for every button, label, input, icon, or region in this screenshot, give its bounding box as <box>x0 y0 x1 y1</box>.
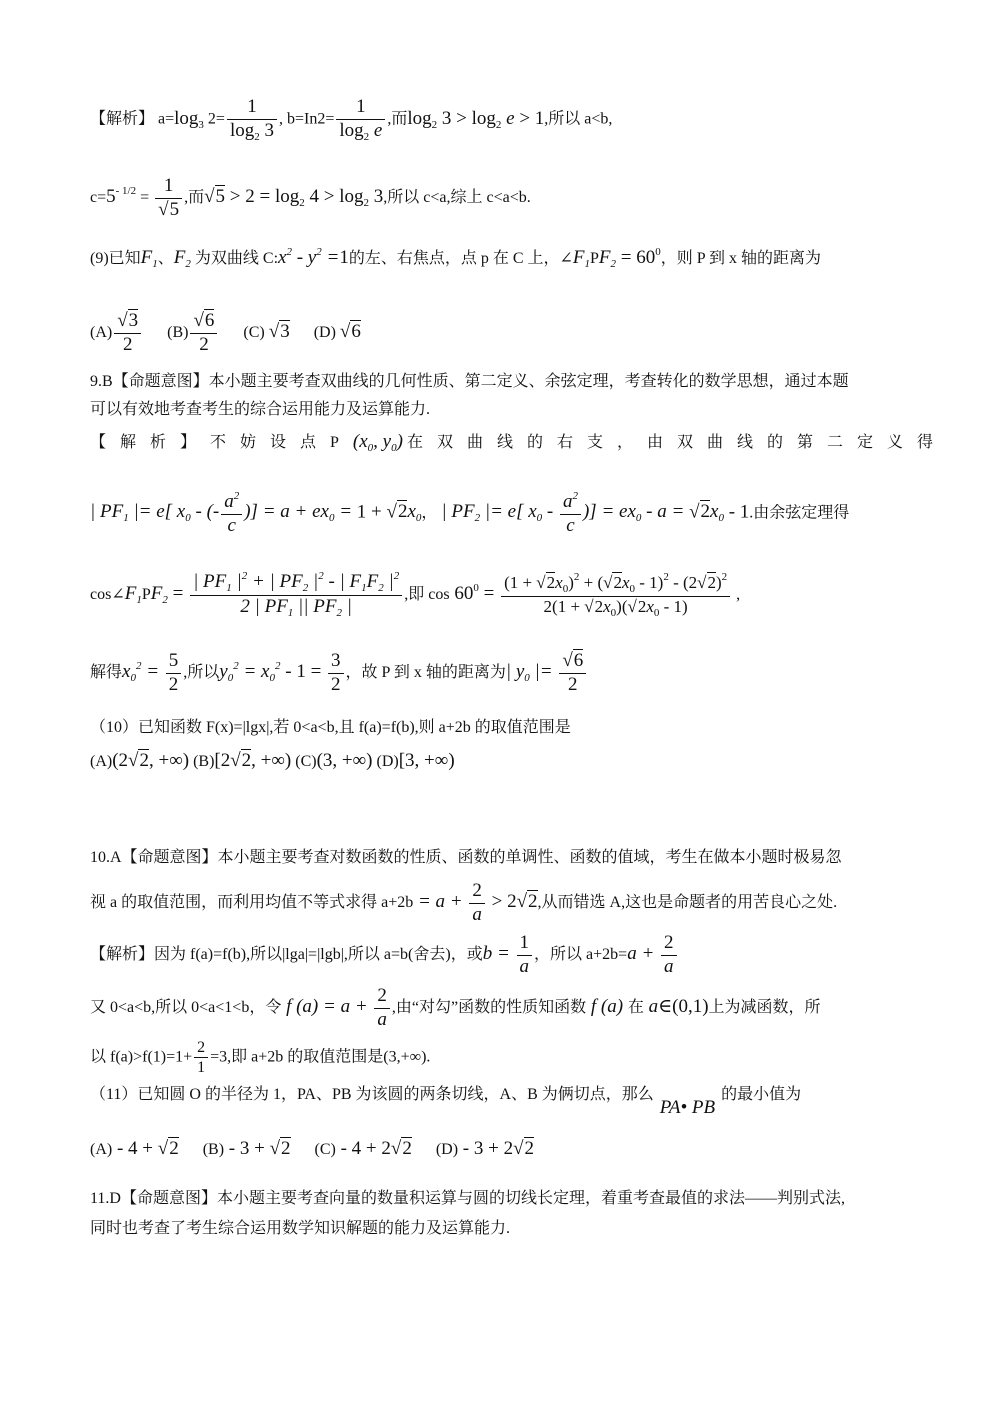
answer-9-analysis-3: $\cos\angle F_1PF_2$ = $\frac{| PF_1 |^2 + | PF_2 |^2 - | F_1F_2 |^2}{2 | PF_1 || PF_2 |}$ ,即 $\cos 60^0$ = $\frac{(1 + √2x_0)^2 + (√2x_0 - 1)^2 - (2√2)^2}{2(1 + √2x_0)(√2x_0 - 1)}$ , <box>90 570 741 620</box>
fraction: $\frac{1}{\log_2 3}$ <box>227 96 277 144</box>
answer-9-intent-2: 可以有效地考查考生的综合运用能力及运算能力. <box>90 401 431 418</box>
answer-11-intent-2: 同时也考查了考生综合运用数学知识解题的能力及运算能力. <box>90 1220 511 1237</box>
answer-9-analysis-1: 【解析】不妨设点$P(x_0$, $y_0$) 在双曲线的右支，由双曲线的第二定义得 <box>90 431 947 454</box>
answer-9-intent-1: 9.B【命题意图】本小题主要考查双曲线的几何性质、第二定义、余弦定理，考查转化的数学思想，通过本题 <box>90 373 849 390</box>
fraction: $\frac{1}{√5}$ <box>155 175 182 222</box>
question-9: (9)已知$F_1$、$F_2$ 为双曲线 $C:x^2 - y^2 =1$的左、右焦点，点 p 在 C 上，$\angle F_1PF_2 = 60^0$，则 P 到 x 轴的距离为 <box>90 246 822 270</box>
question-10: （10）已知函数 F(x)=|lgx|,若 0<a<b,且 f(a)=f(b),则 a+2b 的取值范围是 <box>90 719 571 736</box>
fraction: $\frac{1}{\log_2 e}$ <box>336 96 385 144</box>
analysis-line-2: $c=5^{- 1/2}$ = $\frac{1}{√5}$ ,而$√5 > 2 = \log_2 4 > \log_2 3$,所以 c<a,综上 c<a<b. <box>90 175 531 220</box>
answer-11-intent-1: 11.D【命题意图】本小题主要考查向量的数量积运算与圆的切线长定理，着重考查最值的求法——判别式法, <box>90 1190 845 1207</box>
analysis-line-1: 【解析】 $a=\log_3$ 2= $\frac{1}{\log_2 3}$ , b=In2= $\frac{1}{\log_2 e}$ ,而$\log_2 3 > \log_2 e > 1$,所以 a<b, <box>90 96 613 143</box>
answer-10-intent-2: 视 a 的取值范围，而利用均值不等式求得 a+2b = a + $\frac{2}{a}$ > 2√2,从而错选 A,这也是命题者的用苦良心之处. <box>90 880 838 925</box>
answer-9-analysis-4: 解得$x_0^2$ = $\frac{5}{2}$ ,所以$y_0^2 = x_0^2 - 1$ = $\frac{3}{2}$ ，故 P 到 x 轴的距离为| $y_0$ |= $\frac{√6}{2}$ <box>90 650 588 697</box>
question-11: （11）已知圆 O 的半径为 1，PA、PB 为该圆的两条切线，A、B 为俩切点，那么PA• PB的最小值为 <box>90 1086 802 1118</box>
answer-10-analysis-2: 又 0<a<b,所以 0<a<1<b，令 f (a) = a + $\frac{2}{a}$ ,由“对勾”函数的性质知函数 f (a) 在 a∈(0,1)上为减函数，所 <box>90 985 821 1030</box>
question-9-options: (A) $\frac{√3}{2}$ (B) $\frac{√6}{2}$ (C) √3 (D) √6 <box>90 310 361 355</box>
question-10-options: (A)(2√2, +∞) (B)[2√2, +∞) (C)(3, +∞) (D)[3, +∞) <box>90 750 455 771</box>
answer-10-analysis-3: 以 f(a)>f(1)=1+ $\frac{2}{1}$ =3,即 a+2b 的取值范围是(3,+∞). <box>90 1039 431 1077</box>
question-11-options: (A) - 4 + √2 (B) - 3 + √2 (C) - 4 + 2√2 (D) - 3 + 2√2 <box>90 1138 535 1159</box>
answer-10-intent-1: 10.A【命题意图】本小题主要考查对数函数的性质、函数的单调性、函数的值域，考生在做本小题时极易忽 <box>90 849 842 866</box>
answer-9-analysis-2: | $PF_1$ |= e[ $x_0$ - (- $\frac{a^2}{c}$ )] = $a + ex_0 = 1 + √2x_0$， | $PF_2$ |= e[ $x_0$ - $\frac{a^2}{c}$ )] = $ex_0 - a = √2x_0 - 1$.由余弦定理得 <box>90 490 850 536</box>
answer-10-analysis-1: 【解析】因为 f(a)=f(b),所以|lga|=|lgb|,所以 a=b(舍去)，或b = $\frac{1}{a}$ ，所以 a+2b=a + $\frac{2}{a}$ <box>90 932 679 979</box>
